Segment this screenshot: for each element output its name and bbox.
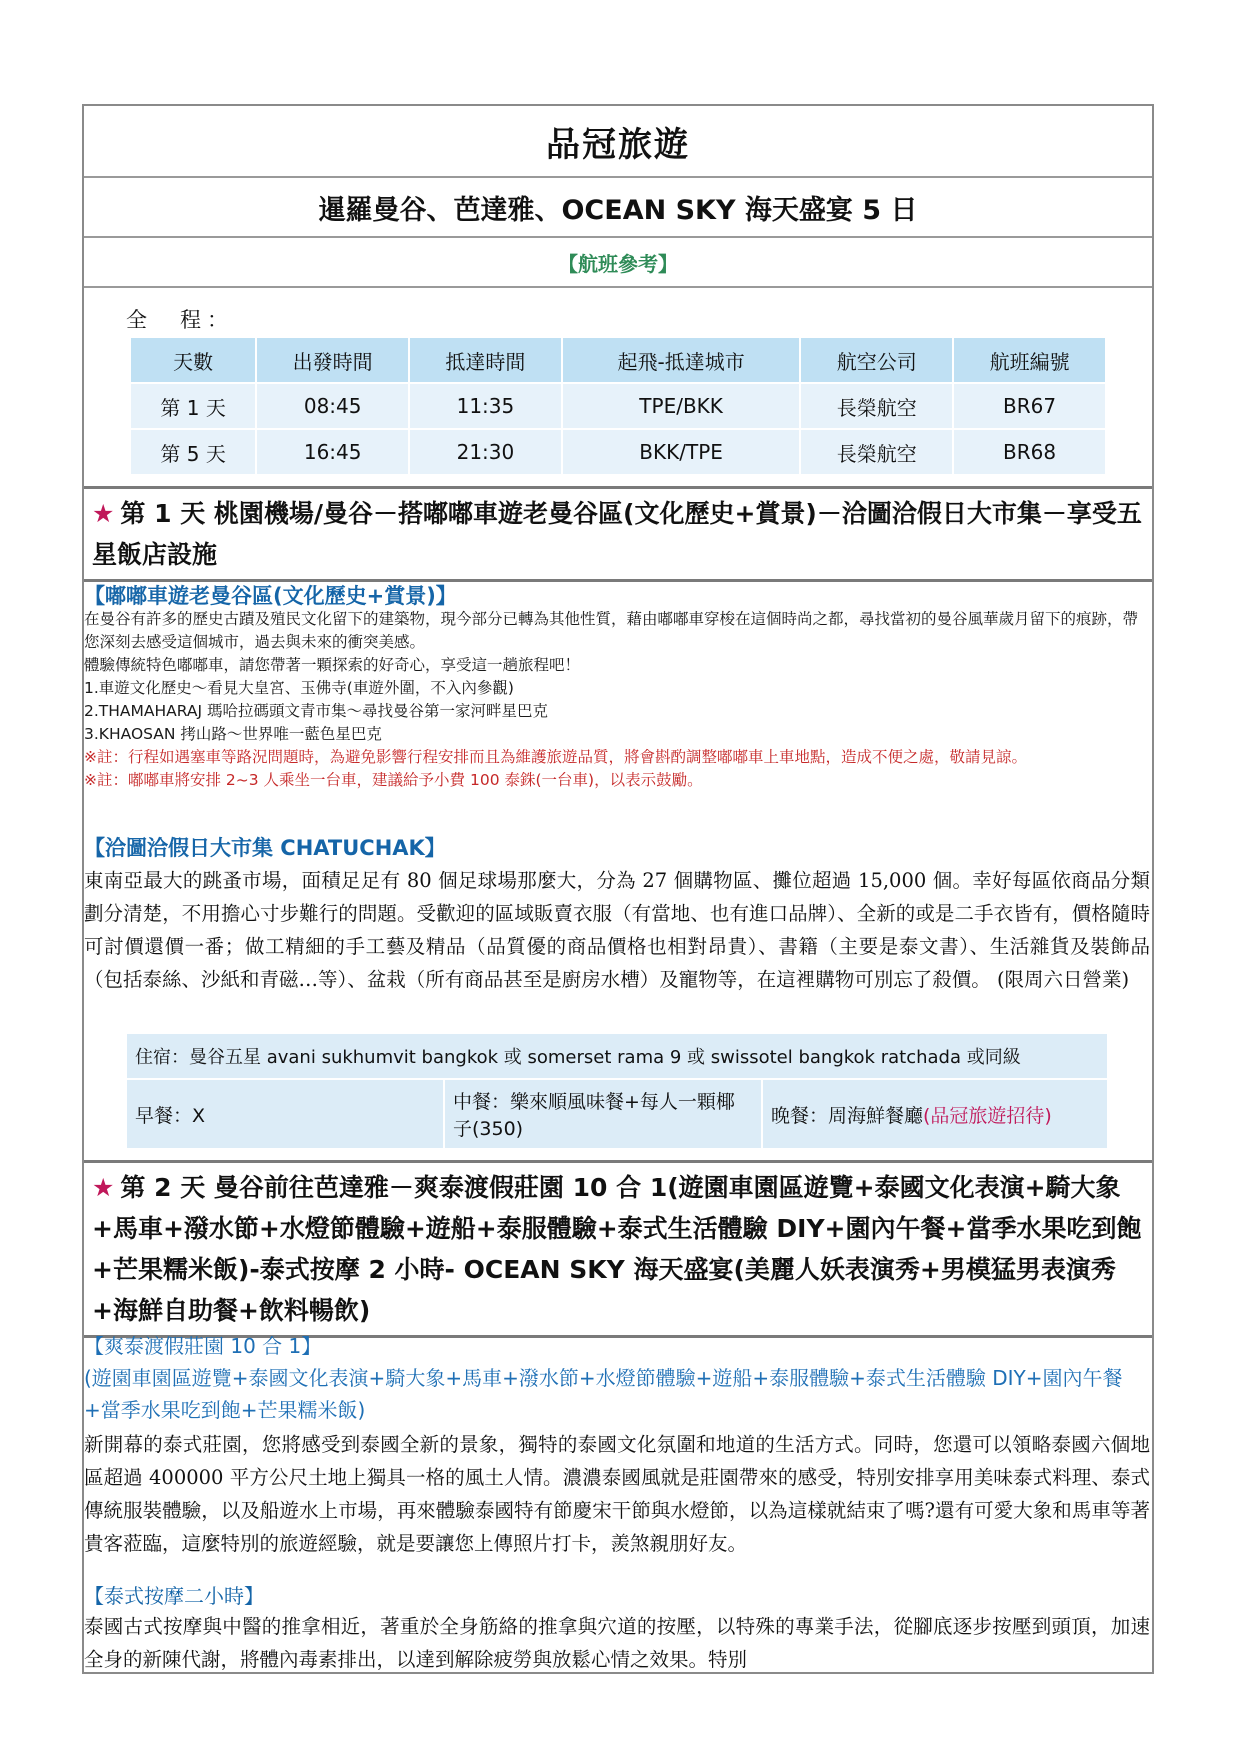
- header-depart: 出發時間: [256, 337, 409, 383]
- tuktuk-line: 在曼谷有許多的歷史古蹟及殖民文化留下的建築物，現今部分已轉為其他性質，藉由嘟嘟車穿梭在這個時尚之都，尋找當初的曼谷風華歲月留下的痕跡，帶您深刻去感受這個城市，過去與未來的衝突美感。: [84, 610, 1139, 651]
- tuktuk-note: ※註：嘟嘟車將安排 2~3 人乘坐一台車，建議給予小費 100 泰銖(一台車)，以表示鼓勵。: [84, 771, 703, 789]
- cell-route: BKK/TPE: [562, 429, 801, 475]
- resort-section-title: 【爽泰渡假莊園 10 合 1】: [84, 1334, 322, 1358]
- tuktuk-line: 1.車遊文化歷史～看見大皇宮、玉佛寺(車遊外圍，不入內參觀): [84, 679, 514, 697]
- flight-table-header: [130, 337, 1106, 383]
- header-flight-no: 航班編號: [953, 337, 1106, 383]
- flight-reference-label: 【航班參考】: [84, 238, 1152, 288]
- cell-day: 第 1 天: [130, 383, 256, 429]
- day2-heading: [84, 1160, 1152, 1338]
- tuktuk-description: [84, 608, 1148, 792]
- dinner-highlight: (品冠旅遊招待): [923, 1104, 1052, 1127]
- header-route: 起飛-抵達城市: [562, 337, 801, 383]
- cell-day: 第 5 天: [130, 429, 256, 475]
- cell-flight-no: BR67: [953, 383, 1106, 429]
- tuktuk-note: ※註：行程如遇塞車等路況問題時，為避免影響行程安排而且為維護旅遊品質，將會斟酌調整嘟嘟車上車地點，造成不便之處，敬請見諒。: [84, 748, 1027, 766]
- market-section-title: 【洽圖洽假日大市集 CHATUCHAK】: [84, 836, 446, 860]
- dinner-text: 晚餐：周海鮮餐廳: [771, 1104, 924, 1127]
- day2-heading-text: 第 2 天 曼谷前往芭達雅－爽泰渡假莊園 10 合 1(遊園車園區遊覽+泰國文化表演+騎大象+馬車+潑水節+水燈節體驗+遊船+泰服體驗+泰式生活體驗 DIY+園內午餐+當季水果吃到飽+芒果糯米飯)-泰式按摩 2 小時- OCEAN SKY 海天盛宴(美麗人妖表演秀+男模猛男表演秀+海鮮自助餐+飲料暢飲): [92, 1173, 1142, 1325]
- tuktuk-section-title: 【嘟嘟車遊老曼谷區(文化歷史+賞景)】: [84, 584, 457, 608]
- massage-description: 泰國古式按摩與中醫的推拿相近，著重於全身筋絡的推拿與穴道的按壓，以特殊的專業手法，從腳底逐步按壓到頭頂，加速全身的新陳代謝，將體內毒素排出，以達到解除疲勞與放鬆心情之效果。特別: [84, 1615, 1150, 1670]
- massage-section-title: 【泰式按摩二小時】: [84, 1584, 264, 1608]
- flight-table: [129, 336, 1107, 476]
- page-title: 品冠旅遊: [84, 106, 1152, 178]
- tuktuk-line: 體驗傳統特色嘟嘟車，請您帶著一顆探索的好奇心，享受這一趟旅程吧！: [84, 656, 581, 674]
- hotel-info: 住宿：曼谷五星 avani sukhumvit bangkok 或 somerset rama 9 或 swissotel bangkok ratchada 或同級: [126, 1033, 1108, 1079]
- header-airline: 航空公司: [800, 337, 953, 383]
- whole-trip-label: 全 程：: [126, 308, 234, 332]
- cell-depart: 16:45: [256, 429, 409, 475]
- cell-depart: 08:45: [256, 383, 409, 429]
- cell-airline: 長榮航空: [800, 383, 953, 429]
- cell-arrive: 11:35: [409, 383, 562, 429]
- market-description: 東南亞最大的跳蚤市場，面積足足有 80 個足球場那麼大，分為 27 個購物區、攤位超過 15,000 個。幸好每區依商品分類劃分清楚，不用擔心寸步難行的問題。受歡迎的區域販賣衣服（有當地、也有進口品牌）、全新的或是二手衣皆有，價格隨時可討價還價一番；做工精細的手工藝及精品（品質優的商品價格也相對昂貴）、書籍（主要是泰文書）、生活雜貨及裝飾品（包括泰絲、沙紙和青磁…等）、盆栽（所有商品甚至是廚房水槽）及寵物等，在這裡購物可別忘了殺價。 (限周六日營業): [84, 869, 1150, 991]
- dinner-info: [762, 1079, 1108, 1149]
- cell-airline: 長榮航空: [800, 429, 953, 475]
- header-day: 天數: [130, 337, 256, 383]
- star-icon: ★: [92, 499, 115, 528]
- cell-arrive: 21:30: [409, 429, 562, 475]
- table-row: [126, 1033, 1108, 1079]
- resort-description: 新開幕的泰式莊園，您將感受到泰國全新的景象，獨特的泰國文化氛圍和地道的生活方式。同時，您還可以領略泰國六個地區超過 400000 平方公尺土地上獨具一格的風土人情。濃濃泰國風就是莊園帶來的感受，特別安排享用美味泰式料理、泰式傳統服裝體驗，以及船遊水上市場，再來體驗泰國特有節慶宋干節與水燈節，以為這樣就結束了嗎?還有可愛大象和馬車等著貴客蒞臨，這麼特別的旅遊經驗，就是要讓您上傳照片打卡，羨煞親朋好友。: [84, 1433, 1150, 1555]
- table-row: [130, 383, 1106, 429]
- header-arrive: 抵達時間: [409, 337, 562, 383]
- breakfast-info: 早餐：X: [126, 1079, 444, 1149]
- cell-route: TPE/BKK: [562, 383, 801, 429]
- tuktuk-line: 2.THAMAHARAJ 瑪哈拉碼頭文青市集～尋找曼谷第一家河畔星巴克: [84, 702, 548, 720]
- tour-subtitle: 暹羅曼谷、芭達雅、OCEAN SKY 海天盛宴 5 日: [84, 178, 1152, 238]
- table-row: [126, 1079, 1108, 1149]
- resort-section-subtitle: (遊園車園區遊覽+泰國文化表演+騎大象+馬車+潑水節+水燈節體驗+遊船+泰服體驗+泰式生活體驗 DIY+園內午餐+當季水果吃到飽+芒果糯米飯): [84, 1366, 1123, 1422]
- lodging-meals-table: [125, 1032, 1109, 1150]
- tuktuk-line: 3.KHAOSAN 拷山路～世界唯一藍色星巴克: [84, 725, 382, 743]
- star-icon: ★: [92, 1173, 115, 1202]
- day1-heading: [84, 486, 1152, 582]
- lunch-info: 中餐：樂來順風味餐+每人一顆椰子(350): [444, 1079, 762, 1149]
- table-row: [130, 429, 1106, 475]
- day1-heading-text: 第 1 天 桃園機場/曼谷－搭嘟嘟車遊老曼谷區(文化歷史+賞景)－洽圖洽假日大市集－享受五星飯店設施: [92, 499, 1142, 569]
- cell-flight-no: BR68: [953, 429, 1106, 475]
